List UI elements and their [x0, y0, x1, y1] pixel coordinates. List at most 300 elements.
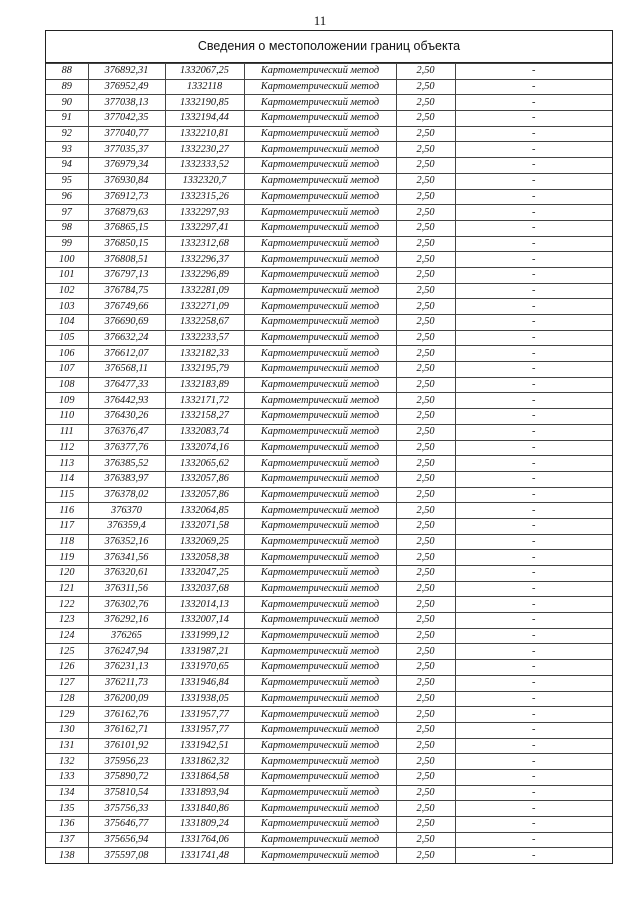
description-cell: -	[455, 236, 612, 252]
accuracy-cell: 2,50	[396, 330, 455, 346]
table-row	[46, 283, 612, 299]
method-cell: Картометрический метод	[244, 142, 396, 158]
accuracy-cell: 2,50	[396, 362, 455, 378]
point-number-cell: 101	[46, 267, 88, 283]
point-number-cell: 114	[46, 471, 88, 487]
method-cell: Картометрический метод	[244, 848, 396, 863]
y-coordinate-cell: 1331938,05	[165, 691, 244, 707]
method-cell: Картометрический метод	[244, 471, 396, 487]
point-number-cell: 124	[46, 628, 88, 644]
point-number-cell: 106	[46, 346, 88, 362]
accuracy-cell: 2,50	[396, 785, 455, 801]
description-cell: -	[455, 707, 612, 723]
point-number-cell: 96	[46, 189, 88, 205]
y-coordinate-cell: 1332007,14	[165, 613, 244, 629]
accuracy-cell: 2,50	[396, 644, 455, 660]
y-coordinate-cell: 1332312,68	[165, 236, 244, 252]
y-coordinate-cell: 1332064,85	[165, 503, 244, 519]
y-coordinate-cell: 1332194,44	[165, 111, 244, 127]
table-row	[46, 503, 612, 519]
description-cell: -	[455, 675, 612, 691]
point-number-cell: 112	[46, 440, 88, 456]
x-coordinate-cell: 376101,92	[88, 738, 165, 754]
accuracy-cell: 2,50	[396, 158, 455, 174]
y-coordinate-cell: 1332190,85	[165, 95, 244, 111]
method-cell: Картометрический метод	[244, 79, 396, 95]
x-coordinate-cell: 375956,23	[88, 754, 165, 770]
description-cell: -	[455, 377, 612, 393]
accuracy-cell: 2,50	[396, 79, 455, 95]
y-coordinate-cell: 1332083,74	[165, 424, 244, 440]
table-row	[46, 597, 612, 613]
point-number-cell: 99	[46, 236, 88, 252]
method-cell: Картометрический метод	[244, 377, 396, 393]
method-cell: Картометрический метод	[244, 550, 396, 566]
y-coordinate-cell: 1331764,06	[165, 832, 244, 848]
y-coordinate-cell: 1332233,57	[165, 330, 244, 346]
point-number-cell: 128	[46, 691, 88, 707]
x-coordinate-cell: 376930,84	[88, 173, 165, 189]
method-cell: Картометрический метод	[244, 189, 396, 205]
table-row	[46, 785, 612, 801]
page-number: 11	[313, 13, 327, 28]
description-cell: -	[455, 111, 612, 127]
x-coordinate-cell: 377040,77	[88, 126, 165, 142]
accuracy-cell: 2,50	[396, 817, 455, 833]
accuracy-cell: 2,50	[396, 628, 455, 644]
description-cell: -	[455, 597, 612, 613]
method-cell: Картометрический метод	[244, 534, 396, 550]
x-coordinate-cell: 376865,15	[88, 220, 165, 236]
table-row	[46, 424, 612, 440]
point-number-cell: 90	[46, 95, 88, 111]
accuracy-cell: 2,50	[396, 675, 455, 691]
table-row	[46, 377, 612, 393]
x-coordinate-cell: 376311,56	[88, 581, 165, 597]
accuracy-cell: 2,50	[396, 597, 455, 613]
description-cell: -	[455, 424, 612, 440]
x-coordinate-cell: 376302,76	[88, 597, 165, 613]
table-row	[46, 550, 612, 566]
table-row	[46, 79, 612, 95]
method-cell: Картометрический метод	[244, 801, 396, 817]
description-cell: -	[455, 487, 612, 503]
description-cell: -	[455, 691, 612, 707]
method-cell: Картометрический метод	[244, 769, 396, 785]
description-cell: -	[455, 252, 612, 268]
x-coordinate-cell: 376879,63	[88, 205, 165, 221]
accuracy-cell: 2,50	[396, 581, 455, 597]
y-coordinate-cell: 1332183,89	[165, 377, 244, 393]
method-cell: Картометрический метод	[244, 424, 396, 440]
table-row	[46, 628, 612, 644]
x-coordinate-cell: 376749,66	[88, 299, 165, 315]
x-coordinate-cell: 376200,09	[88, 691, 165, 707]
y-coordinate-cell: 1332014,13	[165, 597, 244, 613]
method-cell: Картометрический метод	[244, 362, 396, 378]
table-row	[46, 848, 612, 863]
description-cell: -	[455, 518, 612, 534]
table-row	[46, 660, 612, 676]
method-cell: Картометрический метод	[244, 252, 396, 268]
method-cell: Картометрический метод	[244, 487, 396, 503]
table-row	[46, 801, 612, 817]
y-coordinate-cell: 1332297,41	[165, 220, 244, 236]
method-cell: Картометрический метод	[244, 440, 396, 456]
table-row	[46, 299, 612, 315]
description-cell: -	[455, 126, 612, 142]
accuracy-cell: 2,50	[396, 315, 455, 331]
y-coordinate-cell: 1332296,37	[165, 252, 244, 268]
table-row	[46, 487, 612, 503]
x-coordinate-cell: 376378,02	[88, 487, 165, 503]
x-coordinate-cell: 376952,49	[88, 79, 165, 95]
point-number-cell: 133	[46, 769, 88, 785]
y-coordinate-cell: 1332171,72	[165, 393, 244, 409]
description-cell: -	[455, 220, 612, 236]
y-coordinate-cell: 1332230,27	[165, 142, 244, 158]
accuracy-cell: 2,50	[396, 848, 455, 863]
description-cell: -	[455, 393, 612, 409]
point-number-cell: 131	[46, 738, 88, 754]
y-coordinate-cell: 1331864,58	[165, 769, 244, 785]
x-coordinate-cell: 376850,15	[88, 236, 165, 252]
method-cell: Картометрический метод	[244, 283, 396, 299]
accuracy-cell: 2,50	[396, 236, 455, 252]
y-coordinate-cell: 1331809,24	[165, 817, 244, 833]
y-coordinate-cell: 1332320,7	[165, 173, 244, 189]
x-coordinate-cell: 376892,31	[88, 64, 165, 80]
accuracy-cell: 2,50	[396, 64, 455, 80]
x-coordinate-cell: 376341,56	[88, 550, 165, 566]
description-cell: -	[455, 613, 612, 629]
x-coordinate-cell: 376352,16	[88, 534, 165, 550]
accuracy-cell: 2,50	[396, 660, 455, 676]
y-coordinate-cell: 1332067,25	[165, 64, 244, 80]
point-number-cell: 123	[46, 613, 88, 629]
method-cell: Картометрический метод	[244, 315, 396, 331]
y-coordinate-cell: 1332065,62	[165, 456, 244, 472]
y-coordinate-cell: 1331862,32	[165, 754, 244, 770]
y-coordinate-cell: 1331987,21	[165, 644, 244, 660]
point-number-cell: 98	[46, 220, 88, 236]
y-coordinate-cell: 1332037,68	[165, 581, 244, 597]
x-coordinate-cell: 376162,76	[88, 707, 165, 723]
y-coordinate-cell: 1331957,77	[165, 722, 244, 738]
table-row	[46, 346, 612, 362]
y-coordinate-cell: 1332182,33	[165, 346, 244, 362]
accuracy-cell: 2,50	[396, 111, 455, 127]
table-row	[46, 158, 612, 174]
method-cell: Картометрический метод	[244, 330, 396, 346]
description-cell: -	[455, 95, 612, 111]
accuracy-cell: 2,50	[396, 550, 455, 566]
x-coordinate-cell: 376320,61	[88, 566, 165, 582]
x-coordinate-cell: 375810,54	[88, 785, 165, 801]
description-cell: -	[455, 848, 612, 863]
x-coordinate-cell: 376359,4	[88, 518, 165, 534]
y-coordinate-cell: 1331893,94	[165, 785, 244, 801]
method-cell: Картометрический метод	[244, 832, 396, 848]
description-cell: -	[455, 722, 612, 738]
table-row	[46, 832, 612, 848]
x-coordinate-cell: 376797,13	[88, 267, 165, 283]
accuracy-cell: 2,50	[396, 456, 455, 472]
point-number-cell: 115	[46, 487, 88, 503]
point-number-cell: 105	[46, 330, 88, 346]
method-cell: Картометрический метод	[244, 409, 396, 425]
table-row	[46, 440, 612, 456]
accuracy-cell: 2,50	[396, 126, 455, 142]
y-coordinate-cell: 1332258,67	[165, 315, 244, 331]
method-cell: Картометрический метод	[244, 173, 396, 189]
description-cell: -	[455, 769, 612, 785]
x-coordinate-cell: 376231,13	[88, 660, 165, 676]
description-cell: -	[455, 628, 612, 644]
description-cell: -	[455, 173, 612, 189]
description-cell: -	[455, 644, 612, 660]
accuracy-cell: 2,50	[396, 189, 455, 205]
point-number-cell: 104	[46, 315, 88, 331]
point-number-cell: 120	[46, 566, 88, 582]
point-number-cell: 136	[46, 817, 88, 833]
point-number-cell: 129	[46, 707, 88, 723]
x-coordinate-cell: 376979,34	[88, 158, 165, 174]
accuracy-cell: 2,50	[396, 267, 455, 283]
accuracy-cell: 2,50	[396, 566, 455, 582]
table-row	[46, 330, 612, 346]
y-coordinate-cell: 1332118	[165, 79, 244, 95]
accuracy-cell: 2,50	[396, 424, 455, 440]
description-cell: -	[455, 142, 612, 158]
point-number-cell: 119	[46, 550, 88, 566]
description-cell: -	[455, 267, 612, 283]
method-cell: Картометрический метод	[244, 220, 396, 236]
accuracy-cell: 2,50	[396, 801, 455, 817]
point-number-cell: 108	[46, 377, 88, 393]
accuracy-cell: 2,50	[396, 518, 455, 534]
accuracy-cell: 2,50	[396, 220, 455, 236]
table-row	[46, 471, 612, 487]
point-number-cell: 132	[46, 754, 88, 770]
method-cell: Картометрический метод	[244, 817, 396, 833]
accuracy-cell: 2,50	[396, 613, 455, 629]
x-coordinate-cell: 376612,07	[88, 346, 165, 362]
y-coordinate-cell: 1332058,38	[165, 550, 244, 566]
accuracy-cell: 2,50	[396, 299, 455, 315]
x-coordinate-cell: 376784,75	[88, 283, 165, 299]
point-number-cell: 117	[46, 518, 88, 534]
point-number-cell: 89	[46, 79, 88, 95]
method-cell: Картометрический метод	[244, 95, 396, 111]
accuracy-cell: 2,50	[396, 754, 455, 770]
x-coordinate-cell: 376370	[88, 503, 165, 519]
method-cell: Картометрический метод	[244, 754, 396, 770]
point-number-cell: 126	[46, 660, 88, 676]
point-number-cell: 92	[46, 126, 88, 142]
accuracy-cell: 2,50	[396, 283, 455, 299]
x-coordinate-cell: 376385,52	[88, 456, 165, 472]
table-row	[46, 142, 612, 158]
accuracy-cell: 2,50	[396, 346, 455, 362]
description-cell: -	[455, 566, 612, 582]
description-cell: -	[455, 801, 612, 817]
accuracy-cell: 2,50	[396, 377, 455, 393]
description-cell: -	[455, 738, 612, 754]
point-number-cell: 116	[46, 503, 88, 519]
description-cell: -	[455, 346, 612, 362]
description-cell: -	[455, 550, 612, 566]
table-row	[46, 754, 612, 770]
point-number-cell: 93	[46, 142, 88, 158]
method-cell: Картометрический метод	[244, 346, 396, 362]
method-cell: Картометрический метод	[244, 581, 396, 597]
table-row	[46, 518, 612, 534]
x-coordinate-cell: 377035,37	[88, 142, 165, 158]
y-coordinate-cell: 1332271,09	[165, 299, 244, 315]
table-body	[46, 64, 612, 864]
y-coordinate-cell: 1332158,27	[165, 409, 244, 425]
table-row	[46, 362, 612, 378]
point-number-cell: 102	[46, 283, 88, 299]
description-cell: -	[455, 581, 612, 597]
accuracy-cell: 2,50	[396, 691, 455, 707]
x-coordinate-cell: 376690,69	[88, 315, 165, 331]
point-number-cell: 113	[46, 456, 88, 472]
description-cell: -	[455, 832, 612, 848]
table-row	[46, 691, 612, 707]
y-coordinate-cell: 1332195,79	[165, 362, 244, 378]
accuracy-cell: 2,50	[396, 393, 455, 409]
description-cell: -	[455, 299, 612, 315]
x-coordinate-cell: 376442,93	[88, 393, 165, 409]
description-cell: -	[455, 189, 612, 205]
point-number-cell: 100	[46, 252, 88, 268]
description-cell: -	[455, 79, 612, 95]
method-cell: Картометрический метод	[244, 205, 396, 221]
accuracy-cell: 2,50	[396, 487, 455, 503]
table-row	[46, 581, 612, 597]
x-coordinate-cell: 376376,47	[88, 424, 165, 440]
accuracy-cell: 2,50	[396, 503, 455, 519]
x-coordinate-cell: 376477,33	[88, 377, 165, 393]
method-cell: Картометрический метод	[244, 111, 396, 127]
accuracy-cell: 2,50	[396, 738, 455, 754]
description-cell: -	[455, 754, 612, 770]
description-cell: -	[455, 158, 612, 174]
method-cell: Картометрический метод	[244, 660, 396, 676]
point-number-cell: 138	[46, 848, 88, 863]
point-number-cell: 88	[46, 64, 88, 80]
x-coordinate-cell: 375597,08	[88, 848, 165, 863]
x-coordinate-cell: 376632,24	[88, 330, 165, 346]
y-coordinate-cell: 1331741,48	[165, 848, 244, 863]
method-cell: Картометрический метод	[244, 456, 396, 472]
table-row	[46, 315, 612, 331]
accuracy-cell: 2,50	[396, 173, 455, 189]
description-cell: -	[455, 362, 612, 378]
x-coordinate-cell: 376211,73	[88, 675, 165, 691]
y-coordinate-cell: 1331999,12	[165, 628, 244, 644]
accuracy-cell: 2,50	[396, 832, 455, 848]
table-row	[46, 707, 612, 723]
method-cell: Картометрический метод	[244, 267, 396, 283]
table-row	[46, 205, 612, 221]
method-cell: Картометрический метод	[244, 126, 396, 142]
table-row	[46, 252, 612, 268]
description-cell: -	[455, 409, 612, 425]
x-coordinate-cell: 376430,26	[88, 409, 165, 425]
description-cell: -	[455, 315, 612, 331]
point-number-cell: 135	[46, 801, 88, 817]
point-number-cell: 125	[46, 644, 88, 660]
table-row	[46, 220, 612, 236]
method-cell: Картометрический метод	[244, 299, 396, 315]
point-number-cell: 110	[46, 409, 88, 425]
description-cell: -	[455, 785, 612, 801]
x-coordinate-cell: 376162,71	[88, 722, 165, 738]
point-number-cell: 94	[46, 158, 88, 174]
table-row	[46, 126, 612, 142]
method-cell: Картометрический метод	[244, 597, 396, 613]
table-row	[46, 393, 612, 409]
y-coordinate-cell: 1332296,89	[165, 267, 244, 283]
method-cell: Картометрический метод	[244, 64, 396, 80]
x-coordinate-cell: 376808,51	[88, 252, 165, 268]
y-coordinate-cell: 1332047,25	[165, 566, 244, 582]
x-coordinate-cell: 377038,13	[88, 95, 165, 111]
boundary-table-sheet	[45, 30, 613, 864]
point-number-cell: 122	[46, 597, 88, 613]
method-cell: Картометрический метод	[244, 785, 396, 801]
point-number-cell: 111	[46, 424, 88, 440]
point-number-cell: 95	[46, 173, 88, 189]
table-row	[46, 409, 612, 425]
point-number-cell: 130	[46, 722, 88, 738]
x-coordinate-cell: 376383,97	[88, 471, 165, 487]
method-cell: Картометрический метод	[244, 691, 396, 707]
point-number-cell: 121	[46, 581, 88, 597]
point-number-cell: 91	[46, 111, 88, 127]
x-coordinate-cell: 376377,76	[88, 440, 165, 456]
table-row	[46, 534, 612, 550]
y-coordinate-cell: 1332281,09	[165, 283, 244, 299]
method-cell: Картометрический метод	[244, 722, 396, 738]
y-coordinate-cell: 1332210,81	[165, 126, 244, 142]
y-coordinate-cell: 1332071,58	[165, 518, 244, 534]
table-row	[46, 64, 612, 80]
table-title: Сведения о местоположении границ объекта	[46, 31, 612, 63]
table-row	[46, 675, 612, 691]
accuracy-cell: 2,50	[396, 409, 455, 425]
y-coordinate-cell: 1332069,25	[165, 534, 244, 550]
table-row	[46, 111, 612, 127]
accuracy-cell: 2,50	[396, 142, 455, 158]
accuracy-cell: 2,50	[396, 440, 455, 456]
point-number-cell: 118	[46, 534, 88, 550]
table-row	[46, 267, 612, 283]
accuracy-cell: 2,50	[396, 95, 455, 111]
method-cell: Картометрический метод	[244, 628, 396, 644]
table-row	[46, 644, 612, 660]
point-number-cell: 103	[46, 299, 88, 315]
method-cell: Картометрический метод	[244, 738, 396, 754]
description-cell: -	[455, 471, 612, 487]
coordinates-table	[46, 63, 612, 863]
description-cell: -	[455, 440, 612, 456]
y-coordinate-cell: 1332057,86	[165, 471, 244, 487]
point-number-cell: 134	[46, 785, 88, 801]
